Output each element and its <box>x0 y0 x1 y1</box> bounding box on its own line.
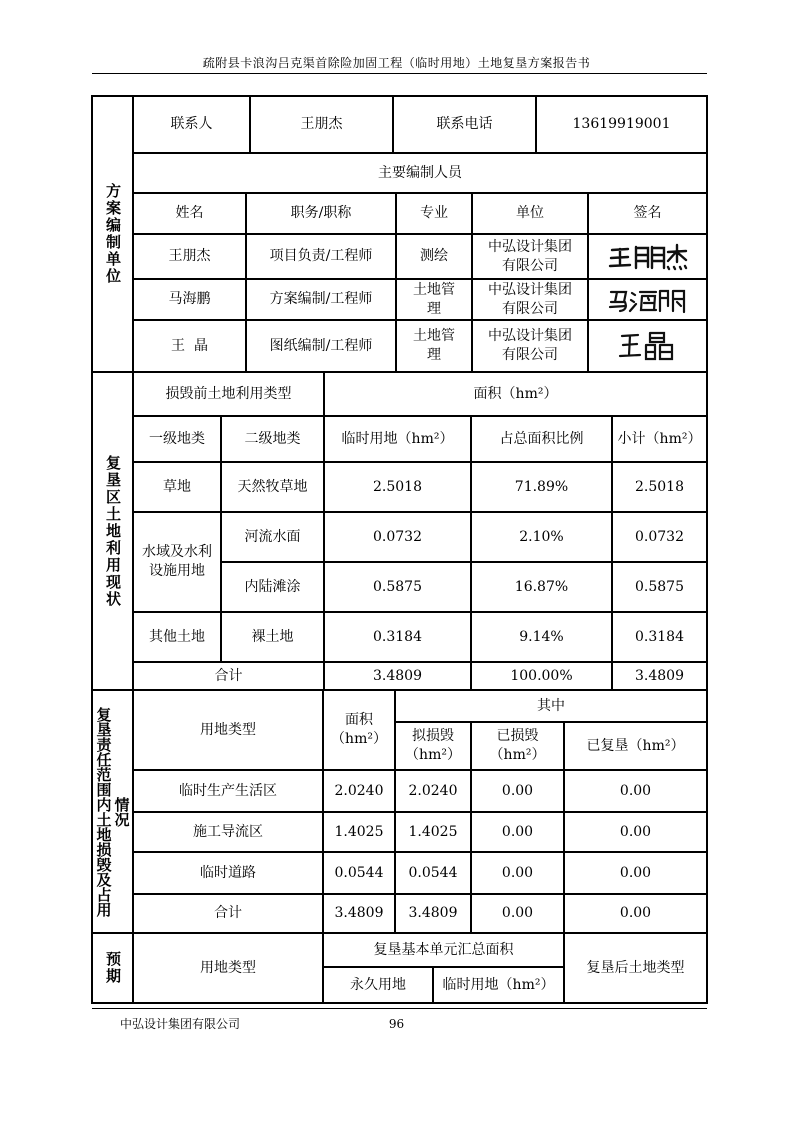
staff-name: 王朋杰 <box>133 234 246 279</box>
land-level2: 裸土地 <box>221 612 324 662</box>
col-level2: 二级地类 <box>221 416 324 462</box>
staff-signature-cell <box>588 234 707 279</box>
staff-major: 测绘 <box>396 234 472 279</box>
land-subtotal: 2.5018 <box>612 462 707 512</box>
land-total-ratio: 100.00% <box>471 662 612 690</box>
col-subtotal: 小计（hm²） <box>612 416 707 462</box>
footer-rule <box>92 1008 707 1009</box>
damage-total-damaged: 0.00 <box>471 894 564 933</box>
expected-col-temp: 临时用地（hm²） <box>433 967 564 1003</box>
damage-damaged: 0.00 <box>471 812 564 852</box>
expected-col-summary: 复垦基本单元汇总面积 <box>323 933 564 967</box>
damage-type: 临时生产生活区 <box>133 770 323 812</box>
damage-col-among: 其中 <box>395 690 707 722</box>
damage-total-reclaimed: 0.00 <box>564 894 707 933</box>
section-label-compiler: 方案编制单位 <box>92 96 133 372</box>
contact-name: 王朋杰 <box>250 96 393 153</box>
col-head-area: 面积（hm²） <box>324 372 707 416</box>
land-total-label: 合计 <box>133 662 324 690</box>
staff-col-role: 职务/职称 <box>246 193 396 234</box>
section-label-damage-side: 情况 <box>112 796 131 827</box>
col-level1: 一级地类 <box>133 416 221 462</box>
land-subtotal: 0.3184 <box>612 612 707 662</box>
damage-reclaimed: 0.00 <box>564 812 707 852</box>
footer-company: 中弘设计集团有限公司 <box>120 1017 241 1031</box>
land-ratio: 2.10% <box>471 512 612 562</box>
damage-type: 临时道路 <box>133 852 323 894</box>
staff-signature-cell <box>588 320 707 372</box>
section-label-damage <box>92 690 133 933</box>
damage-type: 施工导流区 <box>133 812 323 852</box>
staff-name: 王 晶 <box>133 320 246 372</box>
damage-planned: 0.0544 <box>395 852 471 894</box>
staff-signature-cell <box>588 279 707 320</box>
staff-major: 土地管理 <box>396 320 472 372</box>
land-subtotal: 0.0732 <box>612 512 707 562</box>
expected-col-after: 复垦后土地类型 <box>564 933 707 1003</box>
phone-label: 联系电话 <box>393 96 536 153</box>
page-number: 96 <box>388 1017 405 1031</box>
col-head-type: 损毁前土地利用类型 <box>133 372 324 416</box>
damage-total-area: 3.4809 <box>323 894 395 933</box>
staff-col-signature: 签名 <box>588 193 707 234</box>
land-temp: 0.3184 <box>324 612 471 662</box>
col-ratio: 占总面积比例 <box>471 416 612 462</box>
land-level1: 水域及水利设施用地 <box>133 512 221 612</box>
damage-col-area: 面积（hm²） <box>323 690 395 770</box>
expected-col-type: 用地类型 <box>133 933 323 1003</box>
land-level2: 河流水面 <box>221 512 324 562</box>
damage-area: 2.0240 <box>323 770 395 812</box>
staff-role: 项目负责/工程师 <box>246 234 396 279</box>
damage-col-planned: 拟损毁（hm²） <box>395 722 471 770</box>
signature-wang-pengjie <box>608 242 688 272</box>
staff-unit: 中弘设计集团有限公司 <box>472 279 588 320</box>
land-level1: 其他土地 <box>133 612 221 662</box>
land-level2: 天然牧草地 <box>221 462 324 512</box>
damage-col-type: 用地类型 <box>133 690 323 770</box>
damage-reclaimed: 0.00 <box>564 770 707 812</box>
land-total-subtotal: 3.4809 <box>612 662 707 690</box>
land-level2: 内陆滩涂 <box>221 562 324 612</box>
section-label-damage-main: 复垦责任范围内土地损毁及占用 <box>94 706 113 917</box>
damage-damaged: 0.00 <box>471 852 564 894</box>
land-total-temp: 3.4809 <box>324 662 471 690</box>
damage-col-reclaimed: 已复垦（hm²） <box>564 722 707 770</box>
phone-number: 13619919001 <box>536 96 707 153</box>
damage-planned: 2.0240 <box>395 770 471 812</box>
damage-planned: 1.4025 <box>395 812 471 852</box>
damage-col-damaged: 已损毁（hm²） <box>471 722 564 770</box>
staff-role: 方案编制/工程师 <box>246 279 396 320</box>
damage-area: 1.4025 <box>323 812 395 852</box>
staff-col-name: 姓名 <box>133 193 246 234</box>
section-label-land-use: 复垦区土地利用现状 <box>92 372 133 690</box>
section-label-expected: 预期 <box>92 933 133 1003</box>
staff-role: 图纸编制/工程师 <box>246 320 396 372</box>
contact-label: 联系人 <box>133 96 250 153</box>
land-ratio: 71.89% <box>471 462 612 512</box>
page-header-title: 疏附县卡浪沟吕克渠首除险加固工程（临时用地）土地复垦方案报告书 <box>202 56 591 70</box>
land-subtotal: 0.5875 <box>612 562 707 612</box>
signature-ma-haipeng <box>608 286 688 314</box>
land-temp: 0.5875 <box>324 562 471 612</box>
staff-col-major: 专业 <box>396 193 472 234</box>
land-ratio: 16.87% <box>471 562 612 612</box>
land-temp: 2.5018 <box>324 462 471 512</box>
land-ratio: 9.14% <box>471 612 612 662</box>
expected-col-permanent: 永久用地 <box>323 967 433 1003</box>
staff-col-unit: 单位 <box>472 193 588 234</box>
damage-area: 0.0544 <box>323 852 395 894</box>
signature-wang-jing <box>618 330 678 362</box>
staff-title: 主要编制人员 <box>133 153 707 193</box>
staff-major: 土地管理 <box>396 279 472 320</box>
col-temp: 临时用地（hm²） <box>324 416 471 462</box>
damage-damaged: 0.00 <box>471 770 564 812</box>
damage-total-planned: 3.4809 <box>395 894 471 933</box>
land-level1: 草地 <box>133 462 221 512</box>
staff-name: 马海鹏 <box>133 279 246 320</box>
header-rule <box>92 73 707 74</box>
land-temp: 0.0732 <box>324 512 471 562</box>
staff-unit: 中弘设计集团有限公司 <box>472 234 588 279</box>
damage-total-type: 合计 <box>133 894 323 933</box>
staff-unit: 中弘设计集团有限公司 <box>472 320 588 372</box>
damage-reclaimed: 0.00 <box>564 852 707 894</box>
